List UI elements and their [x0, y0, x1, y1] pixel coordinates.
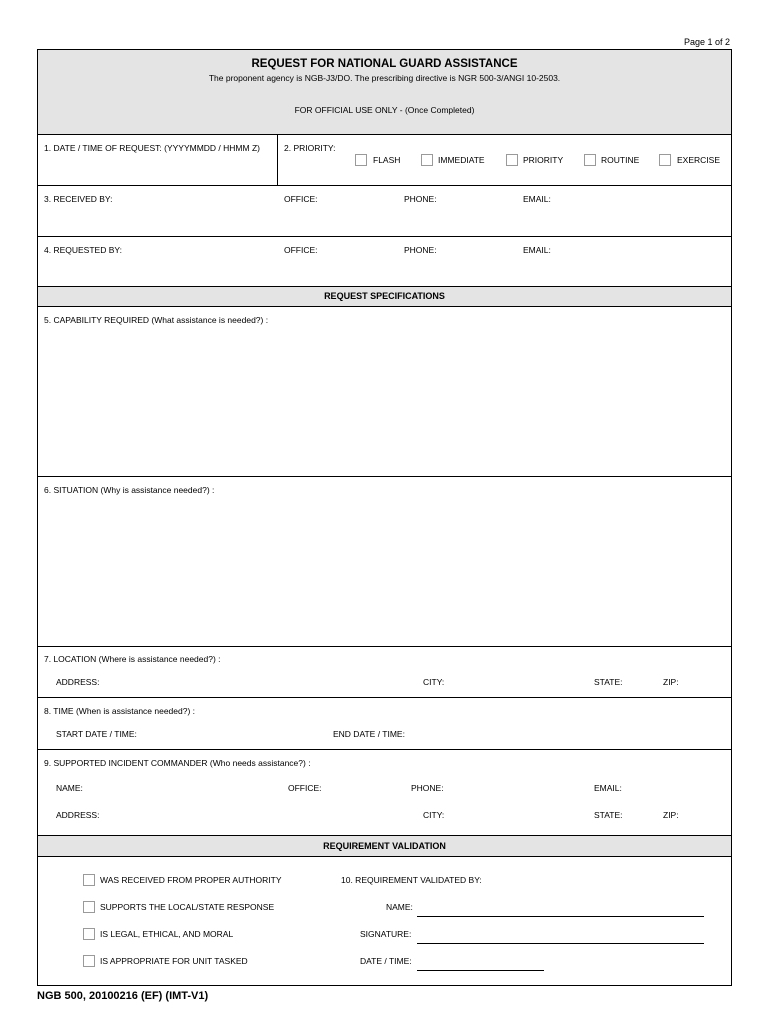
- validated-by-label: 10. REQUIREMENT VALIDATED BY:: [341, 875, 482, 885]
- received-by-label: 3. RECEIVED BY:: [44, 194, 113, 204]
- location-zip-label: ZIP:: [663, 677, 679, 687]
- commander-address-label: ADDRESS:: [56, 810, 100, 820]
- priority-priority-label: PRIORITY: [523, 155, 564, 165]
- requested-email-label: EMAIL:: [523, 245, 551, 255]
- commander-name-label: NAME:: [56, 783, 83, 793]
- divider: [38, 697, 731, 698]
- validator-signature-field[interactable]: [417, 943, 704, 944]
- requested-office-label: OFFICE:: [284, 245, 318, 255]
- validator-signature-label: SIGNATURE:: [360, 929, 412, 939]
- appropriate-unit-checkbox[interactable]: [83, 955, 95, 967]
- validator-name-label: NAME:: [386, 902, 413, 912]
- appropriate-unit-label: IS APPROPRIATE FOR UNIT TASKED: [100, 956, 248, 966]
- location-city-label: CITY:: [423, 677, 445, 687]
- form-subtitle: The proponent agency is NGB-J3/DO. The prescribing directive is NGR 500-3/ANGI 10-2503.: [208, 73, 561, 83]
- location-state-label: STATE:: [594, 677, 623, 687]
- validator-date-time-field[interactable]: [417, 970, 544, 971]
- location-label: 7. LOCATION (Where is assistance needed?) :: [44, 654, 221, 664]
- form-frame: [37, 49, 732, 986]
- divider: [38, 646, 731, 647]
- form-header: [38, 50, 731, 135]
- situation-field[interactable]: [39, 477, 731, 645]
- row1-divider: [277, 135, 278, 185]
- priority-exercise-label: EXERCISE: [677, 155, 720, 165]
- requested-by-field[interactable]: [39, 237, 731, 285]
- start-date-time-label: START DATE / TIME:: [56, 729, 137, 739]
- commander-label: 9. SUPPORTED INCIDENT COMMANDER (Who needs assistance?) :: [44, 758, 311, 768]
- received-phone-label: PHONE:: [404, 194, 437, 204]
- commander-office-label: OFFICE:: [288, 783, 322, 793]
- priority-label: 2. PRIORITY:: [284, 143, 336, 153]
- date-time-field[interactable]: [39, 136, 277, 184]
- proper-authority-checkbox[interactable]: [83, 874, 95, 886]
- priority-routine-checkbox[interactable]: [584, 154, 596, 166]
- location-address-label: ADDRESS:: [56, 677, 100, 687]
- date-time-label: 1. DATE / TIME OF REQUEST: (YYYYMMDD / HHMM Z): [44, 143, 260, 153]
- divider: [38, 749, 731, 750]
- requested-by-label: 4. REQUESTED BY:: [44, 245, 122, 255]
- validator-date-time-label: DATE / TIME:: [360, 956, 412, 966]
- commander-state-label: STATE:: [594, 810, 623, 820]
- priority-immediate-label: IMMEDIATE: [438, 155, 485, 165]
- situation-label: 6. SITUATION (Why is assistance needed?) :: [44, 485, 215, 495]
- supports-response-checkbox[interactable]: [83, 901, 95, 913]
- proper-authority-label: WAS RECEIVED FROM PROPER AUTHORITY: [100, 875, 282, 885]
- priority-flash-checkbox[interactable]: [355, 154, 367, 166]
- request-specifications-header: REQUEST SPECIFICATIONS: [38, 286, 731, 307]
- requested-phone-label: PHONE:: [404, 245, 437, 255]
- capability-label: 5. CAPABILITY REQUIRED (What assistance is needed?) :: [44, 315, 269, 325]
- priority-routine-label: ROUTINE: [601, 155, 640, 165]
- commander-phone-label: PHONE:: [411, 783, 444, 793]
- time-label: 8. TIME (When is assistance needed?) :: [44, 706, 196, 716]
- capability-field[interactable]: [39, 308, 731, 476]
- form-title: REQUEST FOR NATIONAL GUARD ASSISTANCE: [251, 58, 518, 70]
- priority-priority-checkbox[interactable]: [506, 154, 518, 166]
- validator-name-field[interactable]: [417, 916, 704, 917]
- legal-ethical-label: IS LEGAL, ETHICAL, AND MORAL: [100, 929, 234, 939]
- commander-email-label: EMAIL:: [594, 783, 622, 793]
- supports-response-label: SUPPORTS THE LOCAL/STATE RESPONSE: [100, 902, 275, 912]
- requirement-validation-header: REQUIREMENT VALIDATION: [38, 835, 731, 857]
- received-by-field[interactable]: [39, 186, 731, 235]
- received-office-label: OFFICE:: [284, 194, 318, 204]
- priority-flash-label: FLASH: [373, 155, 401, 165]
- legal-ethical-checkbox[interactable]: [83, 928, 95, 940]
- fouo-notice: FOR OFFICIAL USE ONLY - (Once Completed): [294, 105, 475, 115]
- form-footer: NGB 500, 20100216 (EF) (IMT-V1): [37, 990, 209, 1002]
- priority-exercise-checkbox[interactable]: [659, 154, 671, 166]
- commander-zip-label: ZIP:: [663, 810, 679, 820]
- page-indicator: Page 1 of 2: [683, 37, 730, 47]
- commander-city-label: CITY:: [423, 810, 445, 820]
- end-date-time-label: END DATE / TIME:: [333, 729, 405, 739]
- priority-immediate-checkbox[interactable]: [421, 154, 433, 166]
- received-email-label: EMAIL:: [523, 194, 551, 204]
